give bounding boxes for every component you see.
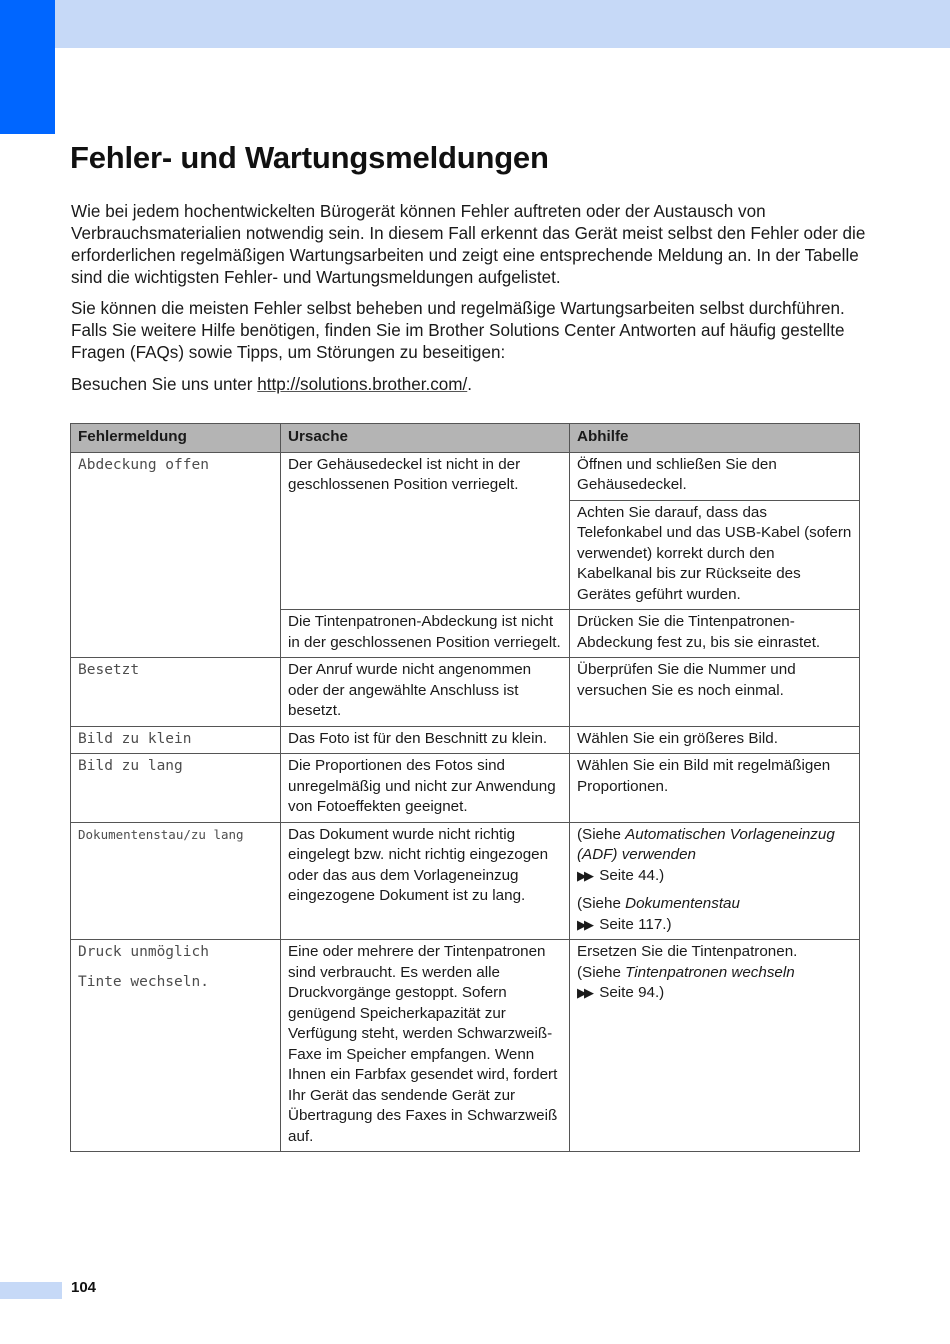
cause-cell: Die Proportionen des Fotos sind unregelmäßig und nicht zur Anwendung von Fotoeffekten geeignet. [281, 754, 570, 823]
cause-cell: Eine oder mehrere der Tintenpatronen sind verbraucht. Es werden alle Druckvorgänge gestoppt. Sofern genügend Speicherkapazität zur Verfügung steht, werden Schwarzweiß-Faxe im Speicher empfangen. Wenn Ihnen ein Farbfax gesendet wird, fordert Ihr Gerät das sendende Gerät zur Übertragung des Faxes in Schwarzweiß auf. [281, 940, 570, 1152]
remedy-reference [577, 825, 852, 887]
message-bild-zu-klein: Bild zu klein [71, 726, 281, 754]
page-number: 104 [71, 1279, 97, 1296]
table-row [71, 452, 860, 500]
remedy-cell: Überprüfen Sie die Nummer und versuchen Sie es noch einmal. [570, 658, 860, 727]
message-besetzt: Besetzt [71, 658, 281, 727]
intro-paragraph: Wie bei jedem hochentwickelten Bürogerät können Fehler auftreten oder der Austausch von Verbrauchsmaterialien notwendig sein. In diesem Fall erkennt das Gerät meist selbst den Fehler oder die erforderlichen regelmäßigen Wartungsarbeiten und zeigt eine entsprechende Meldung an. In der Tabelle sind die wichtigsten Fehler- und Wartungsmeldungen aufgelistet. [71, 202, 866, 287]
solutions-link[interactable]: http://solutions.brother.com/ [257, 375, 468, 394]
remedy-reference [577, 894, 852, 935]
remedy-cell: Wählen Sie ein Bild mit regelmäßigen Proportionen. [570, 754, 860, 823]
page-title: Fehler- und Wartungsmeldungen [70, 140, 549, 175]
header-ursache: Ursache [281, 424, 570, 453]
double-arrow-icon: ▶▶ [577, 867, 591, 883]
reference-title: Automatischen Vorlageneinzug (ADF) verwenden [577, 825, 835, 863]
reference-page: Seite 94.) [599, 984, 665, 1001]
reference-page: Seite 44.) [599, 866, 665, 884]
remedy-cell: Öffnen und schließen Sie den Gehäusedeckel. [570, 452, 860, 500]
cause-cell: Das Foto ist für den Beschnitt zu klein. [281, 726, 570, 754]
chapter-tab [0, 0, 55, 134]
visit-suffix: . [467, 375, 472, 394]
reference-prefix: (Siehe [577, 895, 626, 912]
message-line: Tinte wechseln. [78, 973, 209, 990]
remedy-cell: Drücken Sie die Tintenpatronen-Abdeckung fest zu, bis sie einrastet. [570, 610, 860, 658]
header-abhilfe: Abhilfe [570, 424, 860, 453]
table-row [71, 754, 860, 823]
cause-cell: Der Anruf wurde nicht angenommen oder der angewählte Anschluss ist besetzt. [281, 658, 570, 727]
message-line: Druck unmöglich [78, 944, 209, 960]
double-arrow-icon: ▶▶ [577, 985, 591, 1000]
message-abdeckung-offen: Abdeckung offen [71, 452, 281, 658]
remedy-cell [570, 940, 860, 1152]
header-band [0, 0, 950, 48]
error-message-table [70, 423, 860, 1152]
reference-title: Tintenpatronen wechseln [625, 963, 795, 981]
remedy-cell: Wählen Sie ein größeres Bild. [570, 726, 860, 754]
cause-cell: Das Dokument wurde nicht richtig eingelegt bzw. nicht richtig eingezogen oder das aus dem Vorlageneinzug eingezogene Dokument ist zu lang. [281, 822, 570, 940]
table-row [71, 940, 860, 1152]
table-row [71, 726, 860, 754]
reference-title: Dokumentenstau [625, 895, 740, 912]
remedy-cell: Achten Sie darauf, dass das Telefonkabel und das USB-Kabel (sofern verwendet) korrekt durch den Kabelkanal bis zur Rückseite des Gerätes geführt wurden. [570, 500, 860, 610]
remedy-cell [570, 822, 860, 940]
reference-prefix: (Siehe [577, 963, 626, 981]
double-arrow-icon: ▶▶ [577, 916, 591, 932]
visit-prefix: Besuchen Sie uns unter [71, 375, 258, 394]
visit-paragraph [71, 374, 871, 396]
message-dokumentenstau: Dokumentenstau/zu lang [71, 822, 281, 940]
message-bild-zu-lang: Bild zu lang [71, 754, 281, 823]
help-paragraph: Sie können die meisten Fehler selbst beheben und regelmäßige Wartungsarbeiten selbst durchführen. Falls Sie weitere Hilfe benötigen, finden Sie im Brother Solutions Center Antworten auf häufig gestellte Fragen (FAQs) sowie Tipps, um Störungen zu beseitigen: [71, 299, 845, 362]
table-row [71, 658, 860, 727]
footer-band [0, 1282, 62, 1299]
header-fehlermeldung: Fehlermeldung [71, 424, 281, 453]
message-druck-unmoeglich [71, 940, 281, 1152]
reference-prefix: (Siehe [577, 825, 626, 843]
table-header-row [71, 424, 860, 453]
remedy-text: Ersetzen Sie die Tintenpatronen. [577, 943, 798, 960]
cause-cell: Der Gehäusedeckel ist nicht in der geschlossenen Position verriegelt. [281, 452, 570, 610]
reference-page: Seite 117.) [599, 915, 672, 933]
cause-cell: Die Tintenpatronen-Abdeckung ist nicht in der geschlossenen Position verriegelt. [281, 610, 570, 658]
table-row [71, 822, 860, 940]
